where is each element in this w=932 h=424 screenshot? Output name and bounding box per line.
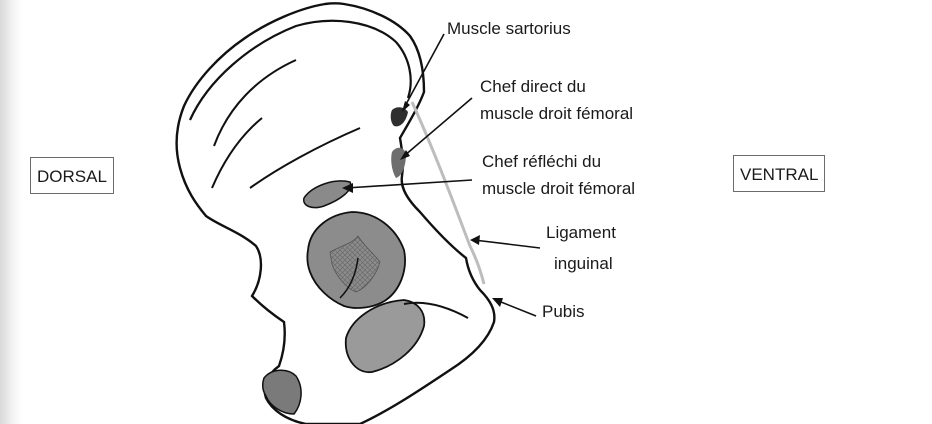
dorsal-orientation-box: DORSAL [30,157,114,194]
pubis-arrowhead [492,298,503,307]
ischial-tuberosity-mark [263,370,301,414]
label-ligament-line1: Ligament [546,223,616,242]
label-reflected-head-line1: Chef réfléchi du [482,152,602,171]
ligament-leader-line [474,240,540,248]
ligament-arrowhead [470,235,480,245]
label-direct-head-line2: muscle droit fémoral [480,104,634,123]
hip-bone-outline [177,3,495,424]
label-ligament-line2: inguinal [554,254,613,273]
label-direct-head-line1: Chef direct du [480,77,586,96]
label-pubis: Pubis [542,302,585,321]
ventral-orientation-box: VENTRAL [733,155,825,192]
label-muscle-sartorius: Muscle sartorius [447,19,571,38]
label-reflected-head-line2: muscle droit fémoral [482,179,636,198]
pubis-leader-line [496,300,536,316]
